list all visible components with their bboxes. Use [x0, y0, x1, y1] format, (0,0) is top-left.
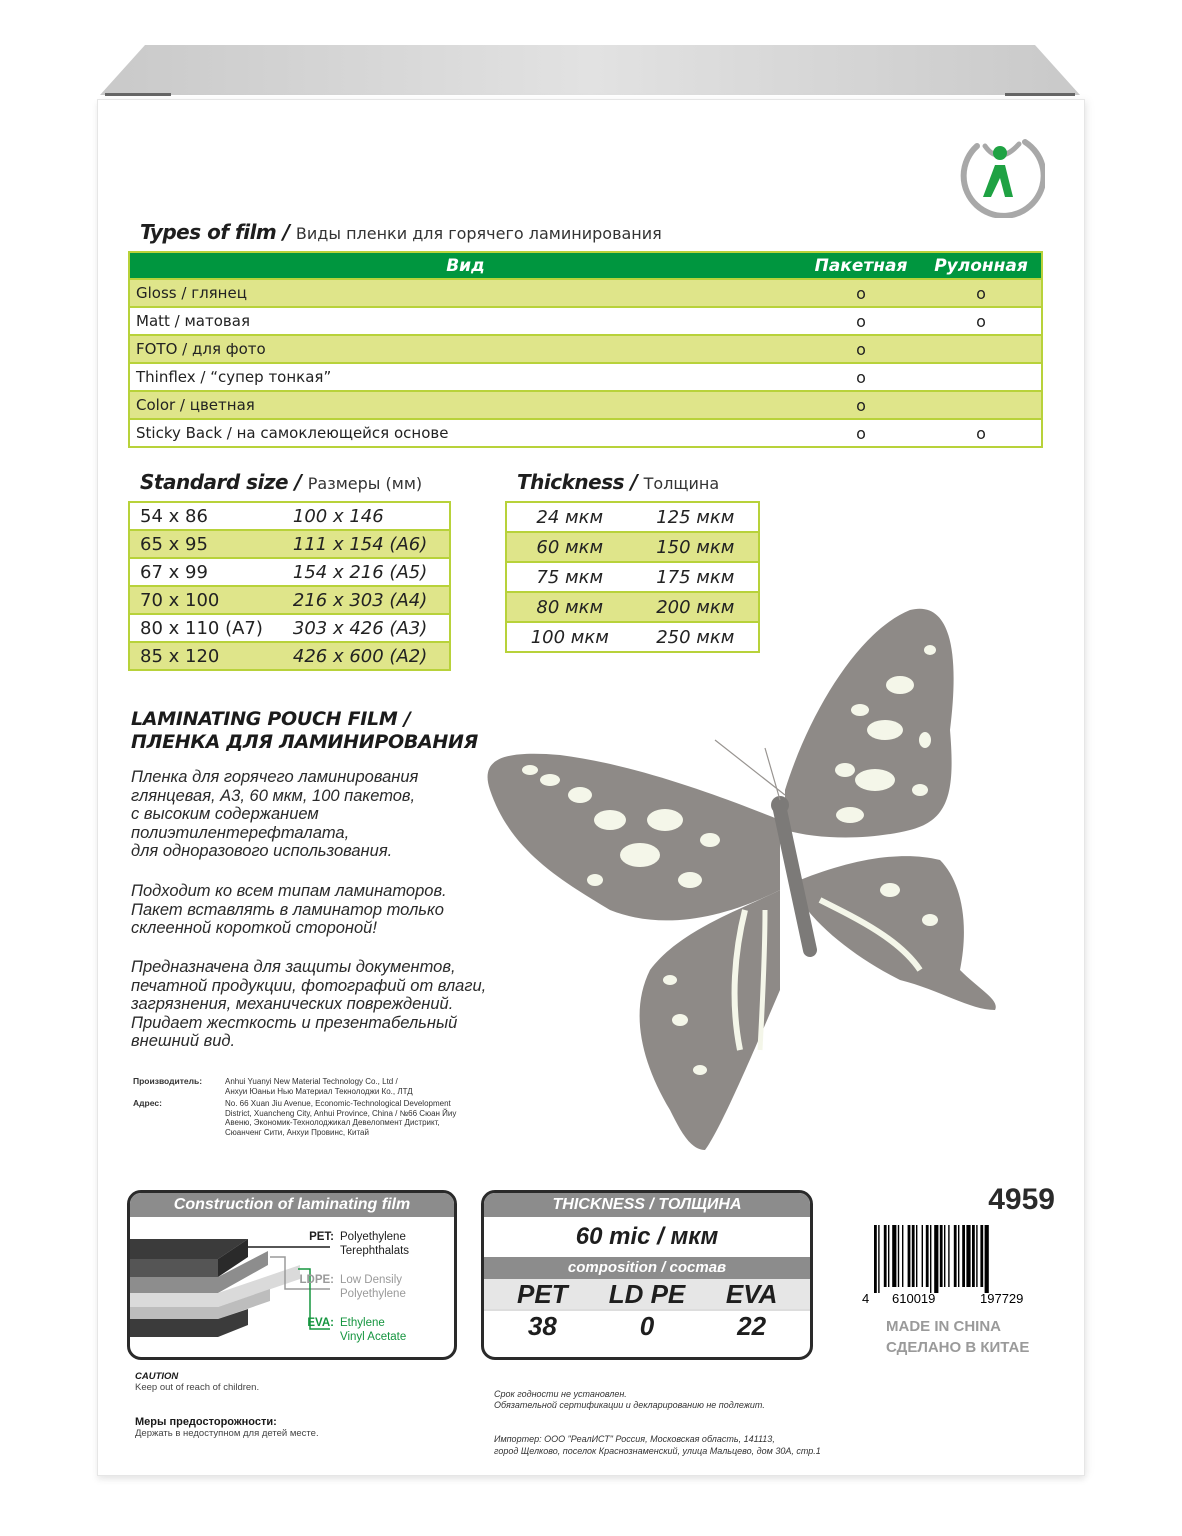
barcode-bar — [922, 1225, 923, 1287]
table-row — [506, 562, 759, 592]
layer-name: Low Densily — [340, 1274, 402, 1286]
size-title-en: Standard size / — [140, 470, 302, 494]
table-row — [129, 558, 450, 586]
layer-name: Polyethylene — [340, 1287, 406, 1300]
layer-ldpe — [288, 1274, 406, 1301]
table-row — [129, 642, 450, 670]
layer-name: Terephthalats — [340, 1244, 410, 1257]
brand-logo-icon — [955, 132, 1045, 218]
barcode-bar — [948, 1225, 949, 1287]
manufacturer-label: Производитель: — [133, 1076, 203, 1086]
size-cell: 303 x 426 (A3) — [283, 614, 450, 642]
roll-mark: o — [921, 279, 1042, 307]
barcode-bar — [930, 1225, 931, 1293]
barcode-group2: 197729 — [980, 1291, 1024, 1305]
composition-label: PET — [517, 1279, 568, 1309]
pouch-mark: o — [801, 391, 921, 419]
size-cell: 100 x 146 — [283, 502, 450, 530]
usage-notes: Подходит ко всем типам ламинаторов. Пакет вставлять в ламинатор только склеенной короткой стороной! — [131, 882, 447, 937]
composition-labels — [484, 1279, 810, 1309]
thickness-title-ru: Толщина — [643, 474, 720, 493]
origin-label — [886, 1316, 1029, 1358]
layer-name: Polyethylene — [340, 1231, 406, 1243]
caution-title: CAUTION — [135, 1371, 179, 1382]
thickness-cell: 80 мкм — [506, 592, 633, 622]
thickness-value: 60 mic / мкм — [575, 1223, 719, 1250]
size-cell: 67 x 99 — [129, 558, 283, 586]
thickness-cell: 100 мкм — [506, 622, 633, 652]
table-row — [129, 363, 1042, 391]
table-row — [129, 419, 1042, 447]
barcode-bar — [934, 1225, 938, 1293]
roll-mark — [921, 363, 1042, 391]
table-row — [129, 614, 450, 642]
product-title — [131, 708, 478, 754]
thickness-cell: 24 мкм — [506, 502, 633, 532]
layer-name: Ethylene — [340, 1317, 385, 1329]
table-row — [129, 335, 1042, 363]
size-cell: 111 x 154 (A6) — [283, 530, 450, 558]
size-cell: 216 x 303 (A4) — [283, 586, 450, 614]
address-value: No. 66 Xuan Jiu Avenue, Economic-Technological Development District, Xuancheng City, Anhui Province, China / №66 Сюан Йиу Авеню, Экономик-Технолоджикал Девелопмент Дистрикт, Сюанченг Сити, Анхуи Провинс, Китай — [225, 1099, 457, 1137]
butterfly-image — [480, 590, 1040, 1170]
barcode-bar — [958, 1225, 959, 1287]
barcode-bar — [976, 1225, 977, 1287]
types-of-film-title — [140, 220, 662, 244]
film-name: Matt / матовая — [129, 307, 801, 335]
manufacturer-value: Anhui Yuanyi New Material Technology Co., Ltd / Анхуи Юаньи Нью Материал Текнолоджи Ко., ЛТД — [225, 1077, 413, 1096]
pouch-mark: o — [801, 307, 921, 335]
product-title-ru: ПЛЕНКА ДЛЯ ЛАМИНИРОВАНИЯ — [131, 731, 478, 753]
shelf-life-note: Срок годности не установлен. Обязательной сертификации и декларированию не подлежит. — [494, 1388, 765, 1410]
film-name: Gloss / глянец — [129, 279, 801, 307]
thickness-cell: 250 мкм — [633, 622, 760, 652]
thickness-title-en: Thickness / — [517, 470, 638, 494]
composition-values — [484, 1309, 810, 1341]
barcode-bar — [966, 1225, 970, 1287]
thickness-cell: 125 мкм — [633, 502, 760, 532]
size-cell: 154 x 216 (A5) — [283, 558, 450, 586]
barcode-bar — [916, 1225, 917, 1287]
roll-mark: o — [921, 307, 1042, 335]
film-name: Thinflex / “супер тонкая” — [129, 363, 801, 391]
barcode-bar — [908, 1225, 911, 1287]
importer-note: Импортер: ООО "РеалИСТ" Россия, Московская область, 141113, город Щелково, поселок Краснознаменский, улица Мальцево, дом 30А, стр.1 — [494, 1434, 821, 1456]
size-cell: 65 x 95 — [129, 530, 283, 558]
construction-title: Construction of laminating film — [130, 1193, 454, 1217]
layer-code: LDPE: — [299, 1274, 334, 1286]
film-types-table — [128, 251, 1043, 448]
barcode-bar — [898, 1225, 899, 1287]
thickness-cell: 175 мкм — [633, 562, 760, 592]
product-code: 4959 — [988, 1183, 1055, 1216]
barcode-bar — [878, 1225, 879, 1293]
size-cell: 80 x 110 (A7) — [129, 614, 283, 642]
layer-code: PET: — [309, 1231, 334, 1243]
origin-ru: СДЕЛАНО В КИТАЕ — [886, 1339, 1030, 1356]
col-type: Вид — [129, 252, 801, 279]
barcode-bar — [985, 1225, 989, 1293]
caution-text-ru: Держать в недоступном для детей месте. — [135, 1428, 319, 1439]
size-cell: 70 x 100 — [129, 586, 283, 614]
caution-ru — [135, 1417, 319, 1439]
film-name: Color / цветная — [129, 391, 801, 419]
types-title-en: Types of film / — [140, 220, 290, 244]
standard-size-table — [128, 501, 451, 671]
thickness-cell: 75 мкм — [506, 562, 633, 592]
roll-mark: o — [921, 419, 1042, 447]
composition-label: LD PE — [608, 1279, 686, 1309]
pouch-mark: o — [801, 363, 921, 391]
composition-value: 0 — [639, 1311, 655, 1341]
product-title-en: LAMINATING POUCH FILM / — [131, 708, 411, 730]
film-name: Sticky Back / на самоклеющейся основе — [129, 419, 801, 447]
barcode-bar — [980, 1225, 983, 1287]
barcode-bar — [926, 1225, 929, 1287]
barcode-bar — [962, 1225, 965, 1287]
barcode-bar — [884, 1225, 887, 1287]
table-row — [129, 530, 450, 558]
barcode-bar — [902, 1225, 903, 1287]
thickness-title — [517, 470, 719, 494]
composition-label: EVA — [725, 1279, 778, 1309]
col-pouch: Пакетная — [801, 252, 921, 279]
film-name: FOTO / для фото — [129, 335, 801, 363]
roll-mark — [921, 391, 1042, 419]
composition-value: 38 — [527, 1311, 557, 1341]
barcode-bar — [892, 1225, 896, 1287]
table-row — [129, 586, 450, 614]
barcode-group1: 610019 — [892, 1291, 936, 1305]
thickness-panel — [481, 1190, 813, 1360]
thickness-cell: 60 мкм — [506, 532, 633, 562]
barcode-icon — [862, 1225, 1052, 1305]
thickness-panel-title: THICKNESS / ТОЛЩИНА — [484, 1193, 810, 1217]
manufacturer-info — [133, 1077, 475, 1137]
pouch-mark: o — [801, 335, 921, 363]
table-row — [129, 391, 1042, 419]
origin-en: MADE IN CHINA — [886, 1318, 1001, 1335]
layer-eva — [288, 1317, 406, 1344]
thickness-cell: 200 мкм — [633, 592, 760, 622]
size-cell: 426 x 600 (A2) — [283, 642, 450, 670]
legal-notes — [494, 1377, 821, 1469]
size-cell: 54 x 86 — [129, 502, 283, 530]
barcode-bar — [874, 1225, 877, 1293]
roll-mark — [921, 335, 1042, 363]
table-row — [129, 307, 1042, 335]
standard-size-title — [140, 470, 422, 494]
caution-text: Keep out of reach of children. — [135, 1382, 260, 1393]
thickness-cell: 150 мкм — [633, 532, 760, 562]
barcode-bar — [912, 1225, 915, 1287]
construction-panel — [127, 1190, 457, 1360]
composition-value: 22 — [737, 1311, 767, 1341]
table-row — [129, 279, 1042, 307]
barcode-bar — [972, 1225, 975, 1287]
size-title-ru: Размеры (мм) — [307, 474, 423, 493]
pouch-mark: o — [801, 419, 921, 447]
purpose-text: Предназначена для защиты документов, печатной продукции, фотографий от влаги, загрязнения, механических повреждений. Придает жесткость и презентабельный внешний вид. — [131, 958, 487, 1050]
layer-name: Vinyl Acetate — [340, 1330, 407, 1343]
barcode-digit-first: 4 — [862, 1291, 870, 1305]
table-row — [506, 502, 759, 532]
types-title-ru: Виды пленки для горячего ламинирования — [295, 224, 662, 243]
caution-title-ru: Меры предосторожности: — [135, 1416, 277, 1428]
box-lid — [97, 45, 1083, 97]
barcode-bar — [954, 1225, 957, 1287]
pouch-mark: o — [801, 279, 921, 307]
table-row — [129, 502, 450, 530]
composition-title: composition / состав — [484, 1257, 810, 1279]
product-description: Пленка для горячего ламинирования глянцевая, А3, 60 мкм, 100 пакетов, с высоким содержанием полиэтилентерефталата, для одноразового использования. — [131, 768, 419, 860]
barcode-bar — [940, 1225, 943, 1287]
layer-pet — [288, 1231, 409, 1258]
barcode-bar — [888, 1225, 889, 1287]
table-header-row — [129, 252, 1042, 279]
address-label: Адрес: — [133, 1098, 162, 1108]
col-roll: Рулонная — [921, 252, 1042, 279]
table-row — [506, 532, 759, 562]
caution-en — [135, 1371, 259, 1393]
layer-code: EVA: — [307, 1317, 334, 1329]
size-cell: 85 x 120 — [129, 642, 283, 670]
barcode-bar — [944, 1225, 945, 1287]
